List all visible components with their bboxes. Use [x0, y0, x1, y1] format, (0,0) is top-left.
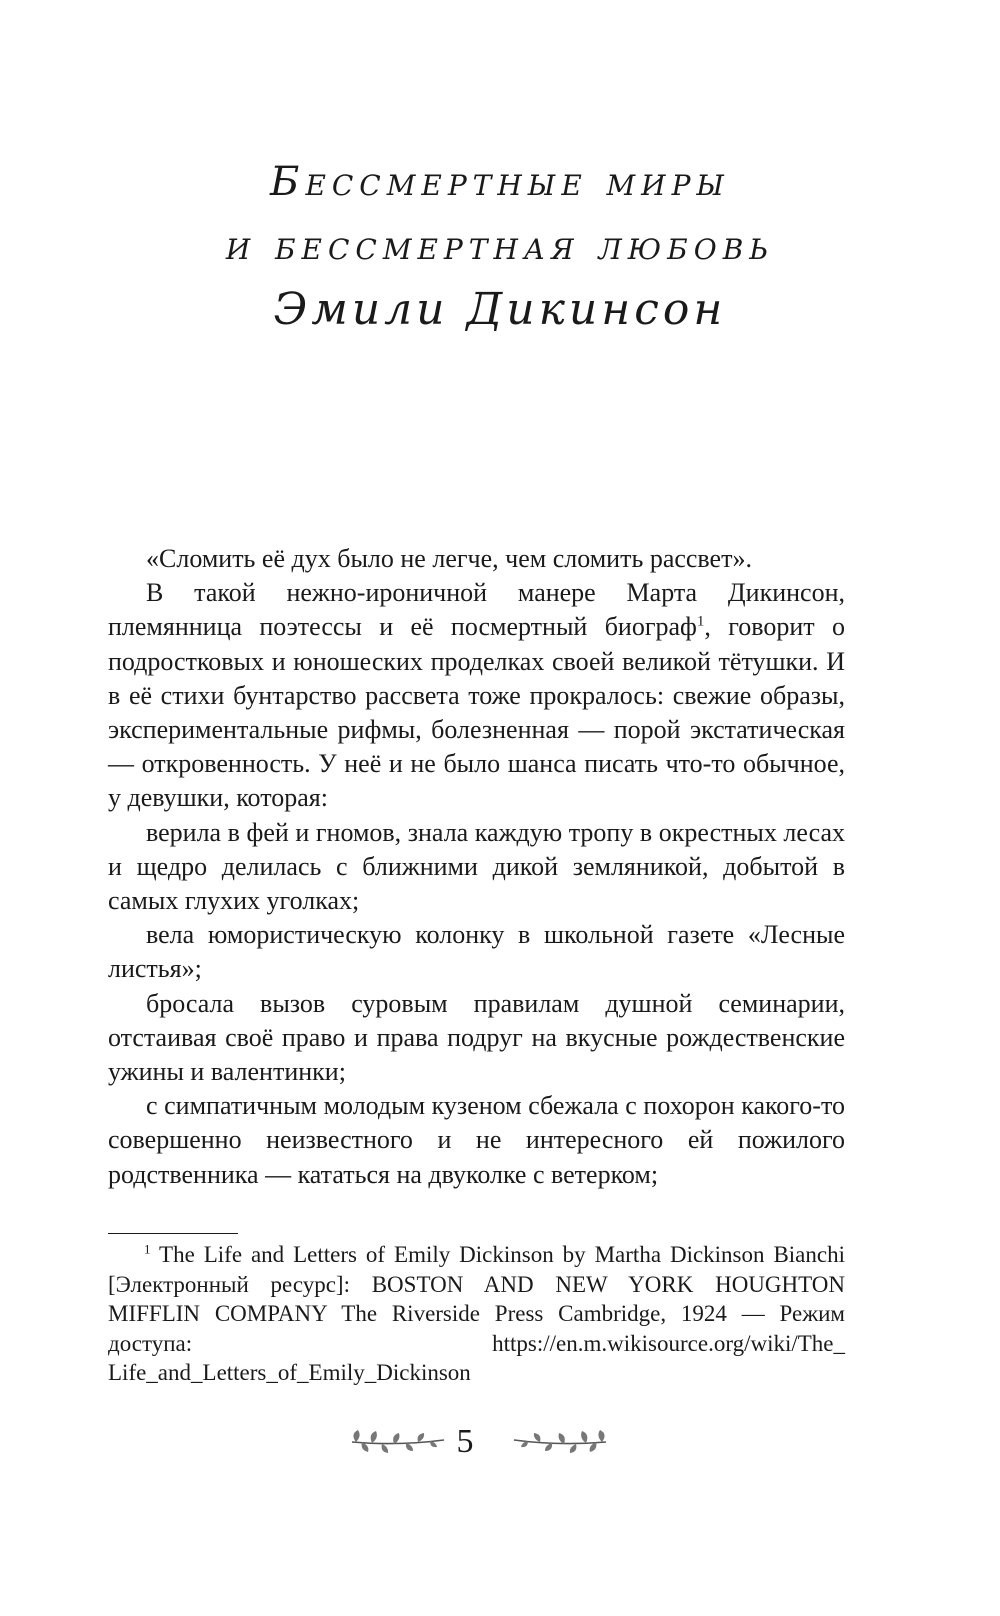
leaf-branch-icon	[510, 1426, 610, 1456]
page-footer	[0, 1420, 1000, 1464]
paragraph-list-item-4: с симпатичным молодым кузеном сбежала с похорон какого-то совершенно неизвестного и не интересного ей пожилого родственника — кататься на двуколке с ветерком;	[108, 1091, 845, 1189]
footnote-marker: 1	[144, 1241, 151, 1257]
paragraph-intro	[108, 576, 845, 815]
footnote-text: The Life and Letters of Emily Dickinson by Martha Dickinson Bianchi [Электронный ресурс]: BOSTON AND NEW YORK HOUGHTON MIFFLIN COMPANY The Riverside Press Cambridge, 1924 — Режим доступа: https://en.m.wikisource.org/wiki/The_ Life_and_Letters_of_Emily_Dickinson	[108, 1242, 845, 1385]
chapter-title	[0, 150, 1000, 342]
chapter-title-line-1: Бессмертные миры	[270, 159, 730, 205]
paragraph-intro-text-1: В такой нежно-ироничной манере Марта Дикинсон, племянница поэтессы и её посмертный биограф	[108, 578, 845, 642]
footnote-divider	[108, 1233, 238, 1234]
paragraph-list-item-2: вела юмористическую колонку в школьной газете «Лесные листья»;	[108, 920, 845, 984]
page-number: 5	[456, 1423, 474, 1460]
paragraph-intro-text-2: , говорит о подростковых и юношеских проделках своей великой тётушки. И в её стихи бунтарство рассвета тоже прокралось: свежие образы, экспериментальные рифмы, болезненная — порой экстатическая — откровенность. У неё и не было шанса писать что-то обычное, у девушки, которая:	[108, 612, 845, 813]
footnote-text-block	[108, 1240, 845, 1388]
paragraph-epigraph-quote: «Сломить её дух было не легче, чем сломить рассвет».	[146, 544, 752, 573]
footnote	[108, 1240, 845, 1388]
paragraph-list-item-3: бросала вызов суровым правилам душной семинарии, отстаивая своё право и права подруг на вкусные рождественские ужины и валентинки;	[108, 988, 845, 1087]
leaf-branch-icon	[348, 1426, 448, 1456]
footnote-reference[interactable]: 1	[696, 613, 705, 630]
chapter-title-line-3: Эмили Дикинсон	[273, 284, 727, 335]
body-text	[108, 542, 845, 1192]
paragraph-list-item-1: верила в фей и гномов, знала каждую тропу в окрестных лесах и щедро делилась с ближними дикой земляникой, добытой в самых глухих уголках;	[108, 817, 845, 916]
chapter-title-line-2: и бессмертная любовь	[225, 223, 775, 269]
